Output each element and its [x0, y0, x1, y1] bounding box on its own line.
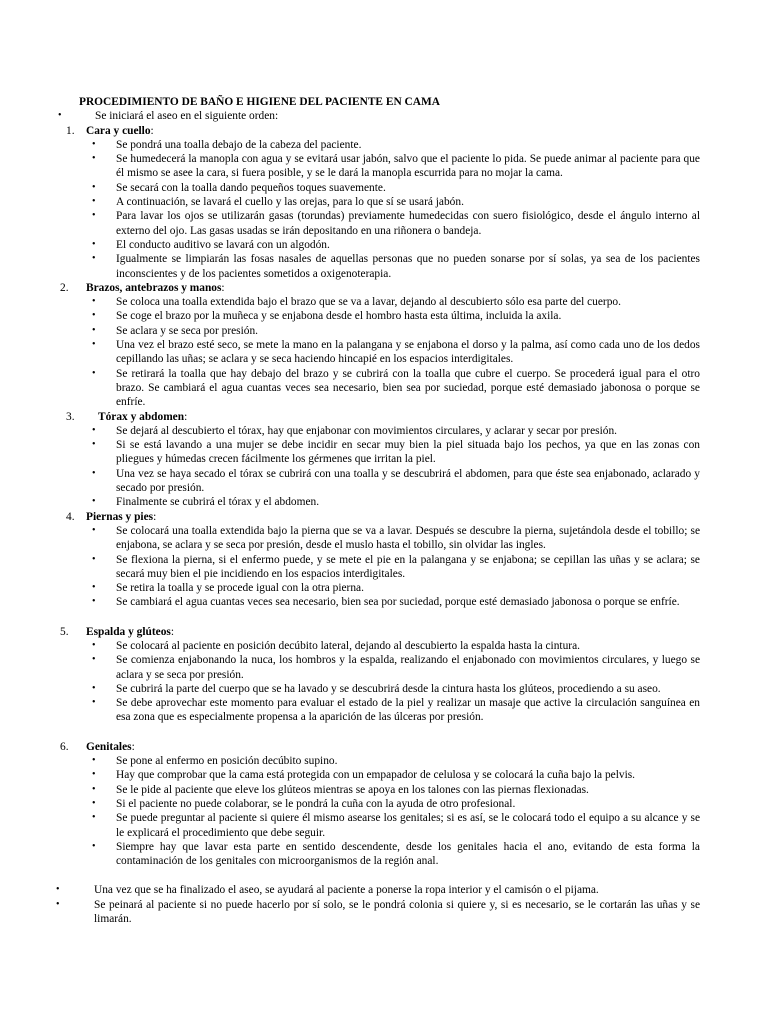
section-number: 5. — [60, 625, 69, 638]
document-body — [60, 95, 700, 926]
list-item: • Una vez el brazo esté seco, se mete la mano en la palangana y se enjabona el dorso y la palma, así como cada uno de los dedos cepillando las uñas; se aclara y se seca haciendo hincapié en los espacios interdigitales. — [86, 338, 700, 367]
section-heading: Espalda y glúteos — [86, 625, 171, 638]
closing-item: • Una vez que se ha finalizado el aseo, se ayudará al paciente a ponerse la ropa interior y el camisón o el pijama. — [56, 883, 700, 897]
section-heading: Piernas y pies — [86, 510, 154, 523]
list-item: • Se cubrirá la parte del cuerpo que se ha lavado y se descubrirá desde la cintura hasta los glúteos, procediendo a su aseo. — [86, 682, 700, 696]
section-heading: Genitales — [86, 740, 132, 753]
section-6 — [60, 740, 700, 869]
section-items — [86, 138, 700, 281]
list-item: • Finalmente se cubrirá el tórax y el abdomen. — [86, 495, 700, 509]
list-item: • Se debe aprovechar este momento para evaluar el estado de la piel y realizar un masaje que active la circulación sanguínea en esa zona que es especialmente propensa a la aparición de las úlceras por presión. — [86, 696, 700, 725]
list-item: • Se secará con la toalla dando pequeños toques suavemente. — [86, 181, 700, 195]
section-heading-line: Tórax y abdomen: — [98, 410, 188, 423]
list-item: • Se le pide al paciente que eleve los glúteos mientras se apoya en los talones con las piernas flexionadas. — [86, 783, 700, 797]
list-item: • Se pone al enfermo en posición decúbito supino. — [86, 754, 700, 768]
section-heading-line: Piernas y pies: — [86, 510, 157, 523]
list-item: • Se flexiona la pierna, si el enfermo puede, y se mete el pie en la palangana y se enjabona; se cepillan las uñas y se aclara; se secará muy bien el pie incidiendo en los espacios interdigitales. — [86, 553, 700, 582]
document-title: PROCEDIMIENTO DE BAÑO E HIGIENE DEL PACIENTE EN CAMA — [79, 96, 440, 108]
list-item: • Se cambiará el agua cuantas veces sea necesario, bien sea por suciedad, porque esté demasiado jabonosa o porque se enfríe. — [86, 595, 700, 609]
section-2 — [60, 281, 700, 410]
list-item: • El conducto auditivo se lavará con un algodón. — [86, 238, 700, 252]
list-item: • Hay que comprobar que la cama está protegida con un empapador de celulosa y se colocará la cuña bajo la pelvis. — [86, 768, 700, 782]
section-1 — [60, 124, 700, 281]
list-item: • Se colocará al paciente en posición decúbito lateral, dejando al descubierto la espalda hasta la cintura. — [86, 639, 700, 653]
section-items — [86, 295, 700, 409]
closing-item: • Se peinará al paciente si no puede hacerlo por sí solo, se le pondrá colonia si quiere y, si es necesario, se le cortarán las uñas y se limarán. — [56, 898, 700, 927]
list-item: • Se coge el brazo por la muñeca y se enjabona desde el hombro hasta esta última, incluida la axila. — [86, 309, 700, 323]
section-items — [86, 424, 700, 510]
list-item: • Se aclara y se seca por presión. — [86, 324, 700, 338]
list-item: • A continuación, se lavará el cuello y las orejas, para lo que sí se usará jabón. — [86, 195, 700, 209]
list-item: • Siempre hay que lavar esta parte en sentido descendente, desde los genitales hacia el ano, evitando de esta forma la contaminación de los genitales con microorganismos de la región anal. — [86, 840, 700, 869]
list-item: • Una vez se haya secado el tórax se cubrirá con una toalla y se descubrirá el abdomen, para que éste sea enjabonado, aclarado y secado por presión. — [86, 467, 700, 496]
section-heading-line: Genitales: — [86, 740, 135, 753]
list-item: • Se retirará la toalla que hay debajo del brazo y se cubrirá con la toalla que cubre el cuerpo. Se procederá igual para el otro brazo. Se cambiará el agua cuantas veces sea necesario, bien sea por suciedad, porque esté demasiado jabonosa o porque se enfríe. — [86, 367, 700, 410]
section-number: 3. — [66, 410, 75, 423]
section-number: 2. — [60, 281, 69, 294]
section-heading: Cara y cuello — [86, 124, 151, 137]
list-item: • Se pondrá una toalla debajo de la cabeza del paciente. — [86, 138, 700, 152]
list-item: • Se retira la toalla y se procede igual con la otra pierna. — [86, 581, 700, 595]
intro-bullet: • Se iniciará el aseo en el siguiente orden: — [58, 109, 700, 123]
list-item: • Si el paciente no puede colaborar, se le pondrá la cuña con la ayuda de otro profesional. — [86, 797, 700, 811]
list-item: • Se dejará al descubierto el tórax, hay que enjabonar con movimientos circulares, y aclarar y secar por presión. — [86, 424, 700, 438]
sections-container — [60, 124, 700, 869]
section-items — [86, 754, 700, 868]
list-item: • Para lavar los ojos se utilizarán gasas (torundas) previamente humedecidas con suero fisiológico, desde el ángulo interno al externo del ojo. Las gasas usadas se irán depositando en una riñonera o bandeja. — [86, 209, 700, 238]
section-number: 4. — [66, 510, 75, 523]
section-heading: Brazos, antebrazos y manos — [86, 281, 222, 294]
section-items — [86, 639, 700, 725]
section-heading-line: Brazos, antebrazos y manos: — [86, 281, 225, 294]
list-item: • Se colocará una toalla extendida bajo la pierna que se va a lavar. Después se descubre la pierna, sujetándola desde el tobillo; se enjabona, se aclara y se seca por presión, desde el muslo hasta el tobillo, sin olvidar las ingles. — [86, 524, 700, 553]
list-item: • Se humedecerá la manopla con agua y se evitará usar jabón, salvo que el paciente lo pida. Se puede animar al paciente para que él mismo se asee la cara, si fuera posible, y se le dará la manopla escurrida para no mojar la cama. — [86, 152, 700, 181]
section-number: 6. — [60, 740, 69, 753]
section-4 — [60, 510, 700, 610]
closing-list — [60, 883, 700, 926]
section-3 — [60, 410, 700, 510]
section-heading-line: Espalda y glúteos: — [86, 625, 174, 638]
section-items — [86, 524, 700, 610]
list-item: • Se coloca una toalla extendida bajo el brazo que se va a lavar, dejando al descubierto sólo esa parte del cuerpo. — [86, 295, 700, 309]
section-number: 1. — [66, 124, 75, 137]
section-heading-line: Cara y cuello: — [86, 124, 154, 137]
list-item: • Igualmente se limpiarán las fosas nasales de aquellas personas que no pueden sonarse por sí solas, ya sea de los pacientes inconscientes y de los pacientes sometidos a oxigenoterapia. — [86, 252, 700, 281]
list-item: • Si se está lavando a una mujer se debe incidir en secar muy bien la piel situada bajo los pechos, ya que en las zonas con pliegues y húmedas crecen fácilmente los gérmenes que irritan la piel. — [86, 438, 700, 467]
list-item: • Se puede preguntar al paciente si quiere él mismo asearse los genitales; si es así, se le colocará todo el equipo a su alcance y se le explicará el procedimiento que debe seguir. — [86, 811, 700, 840]
section-heading: Tórax y abdomen — [98, 410, 185, 423]
section-5 — [60, 625, 700, 725]
list-item: • Se comienza enjabonando la nuca, los hombros y la espalda, realizando el enjabonado con movimientos circulares, y luego se aclara y se seca por presión. — [86, 653, 700, 682]
